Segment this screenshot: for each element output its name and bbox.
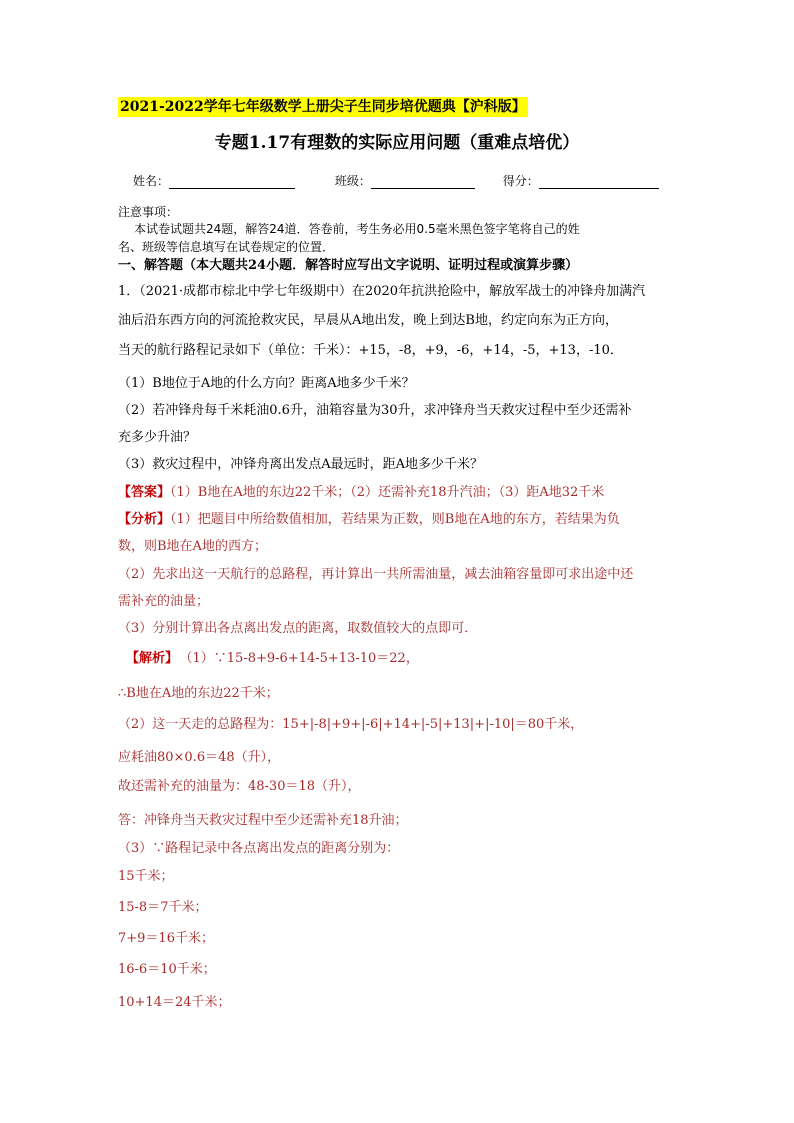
header-banner: 2021-2022学年七年级数学上册尖子生同步培优题典【沪科版】	[120, 99, 526, 115]
question-line-1: 1．（2021·成都市棕北中学七年级期中）在2020年抗洪抢险中，解放军战士的冲锋舟加满汽	[118, 284, 646, 299]
distance-3: 7+9＝16千米；	[118, 931, 214, 946]
solution-line-3: （2）这一天走的总路程为：15+|-8|+9+|-6|+14+|-5|+13|+|-10|＝80千米，	[118, 717, 584, 732]
analysis-line-3: （2）先求出这一天航行的总路程，再计算出一共所需油量，减去油箱容量即可求出途中还	[118, 567, 634, 582]
distance-4: 16-6＝10千米；	[118, 962, 216, 977]
answer-line	[118, 484, 604, 502]
class-blank	[371, 176, 475, 189]
analysis-line-5: （3）分别计算出各点离出发点的距离，取数值较大的点即可．	[118, 621, 478, 636]
distance-1: 15千米；	[118, 869, 174, 884]
solution-line-1	[126, 650, 419, 668]
notice-label: 注意事项：	[118, 205, 179, 219]
solution-line-4: 应耗油80×0.6＝48（升），	[118, 750, 281, 765]
subquestion-2b: 充多少升油？	[118, 430, 197, 445]
distance-5: 10+14＝24千米；	[118, 995, 231, 1010]
notice-line-2: 名、班级等信息填写在试卷规定的位置．	[118, 240, 335, 254]
solution-text-1: （1）∵15-8+9-6+14-5+13-10＝22，	[186, 651, 419, 666]
answer-text: （1）B地在A地的东边22千米；（2）还需补充18升汽油；（3）距A地32千米	[170, 485, 605, 500]
class-label: 班级：	[334, 174, 371, 188]
solution-line-2: ∴B地在A地的东边22千米；	[118, 686, 279, 701]
page-title: 专题1.17有理数的实际应用问题（重难点培优）	[214, 133, 580, 153]
analysis-line-2: 数，则B地在A地的西方；	[118, 539, 267, 554]
answer-tag: 【答案】	[118, 485, 171, 500]
subquestion-3: （3）救灾过程中，冲锋舟离出发点A最远时，距A地多少千米？	[118, 457, 484, 472]
info-fields	[133, 172, 659, 189]
analysis-tag: 【分析】	[118, 512, 171, 527]
name-blank	[169, 176, 295, 189]
question-line-3: 当天的航行路程记录如下（单位：千米）：+15，-8，+9，-6，+14，-5，+13，-10．	[118, 343, 623, 358]
solution-line-5: 故还需补充的油量为：48-30＝18（升），	[118, 779, 361, 794]
distance-2: 15-8＝7千米；	[118, 900, 208, 915]
subquestion-2a: （2）若冲锋舟每千米耗油0.6升，油箱容量为30升，求冲锋舟当天救灾过程中至少还需补	[118, 403, 632, 418]
question-line-2: 油后沿东西方向的河流抢救灾民，早晨从A地出发，晚上到达B地，约定向东为正方向，	[118, 313, 618, 328]
subquestion-1: （1）B地位于A地的什么方向？距离A地多少千米？	[118, 376, 415, 391]
notice-line-1: 本试卷试题共24题，解答24道．答卷前，考生务必用0.5毫米黑色签字笔将自己的姓	[134, 222, 580, 236]
name-label: 姓名：	[133, 174, 170, 188]
solution-line-7: （3）∵路程记录中各点离出发点的距离分别为：	[118, 841, 400, 856]
analysis-line-1	[118, 511, 620, 529]
solution-tag: 【解析】	[126, 651, 179, 666]
score-label: 得分：	[502, 174, 539, 188]
analysis-line-4: 需补充的油量；	[118, 594, 210, 609]
score-blank	[539, 176, 659, 189]
solution-line-6: 答：冲锋舟当天救灾过程中至少还需补充18升油；	[118, 813, 408, 828]
analysis-text-1: （1）把题目中所给数值相加，若结果为正数，则B地在A地的东方，若结果为负	[170, 512, 620, 527]
section-title: 一、解答题（本大题共24小题．解答时应写出文字说明、证明过程或演算步骤）	[118, 258, 579, 273]
